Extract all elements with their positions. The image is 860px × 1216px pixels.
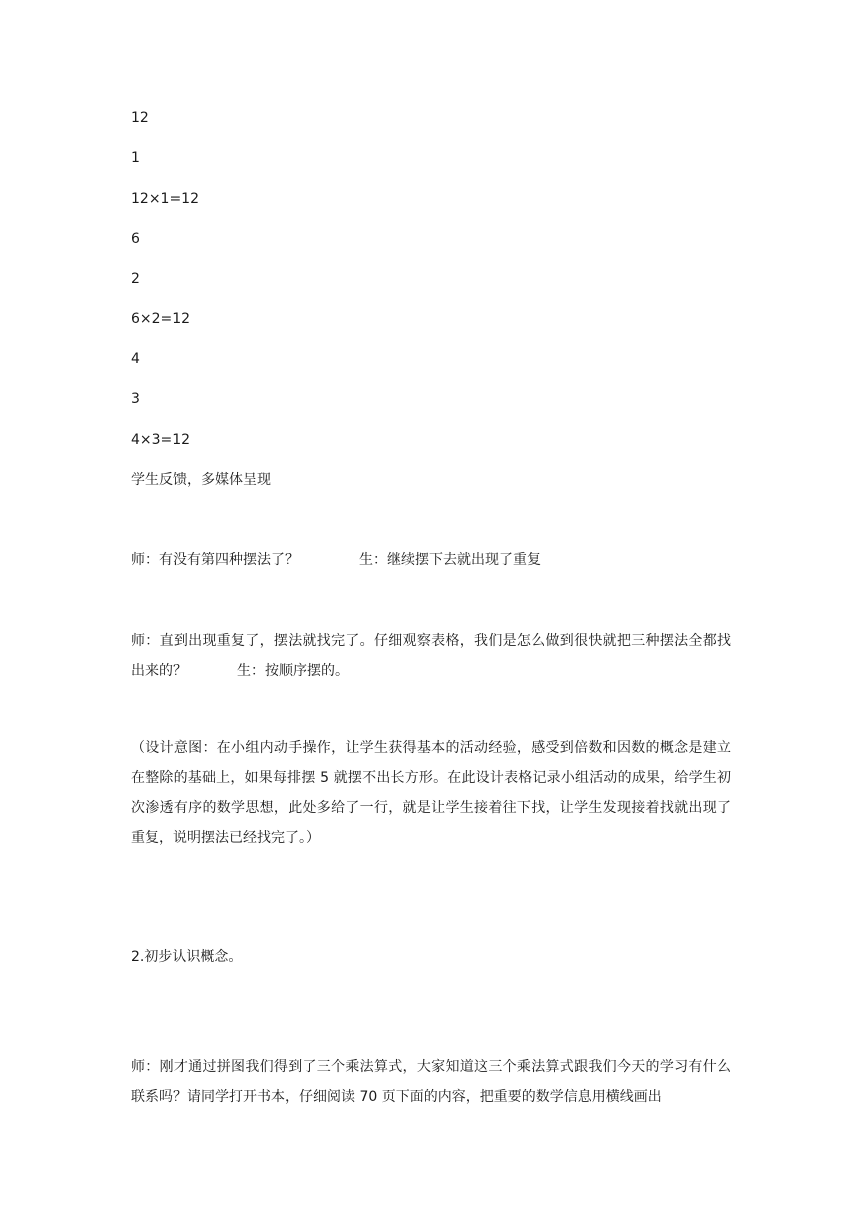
student-reply: 生：按顺序摆的。	[237, 663, 349, 679]
dialogue-order-paragraph	[131, 626, 731, 686]
feedback-line: 学生反馈，多媒体呈现	[131, 472, 271, 488]
teacher-question: 师：有没有第四种摆法了？	[131, 552, 299, 568]
section-heading: 2.初步认识概念。	[131, 949, 243, 965]
teacher-remark: 师：直到出现重复了，摆法就找完了。仔细观察表格，我们是怎么做到很快就把三种摆法全都找出来的？	[131, 633, 731, 679]
value-1: 1	[131, 150, 140, 166]
dialogue-fourth-arrangement	[131, 551, 541, 569]
student-answer: 生：继续摆下去就出现了重复	[359, 552, 541, 568]
value-2: 2	[131, 271, 140, 287]
value-6: 6	[131, 231, 140, 247]
equation-4x3: 4×3=12	[131, 432, 191, 448]
closing-paragraph: 师：刚才通过拼图我们得到了三个乘法算式，大家知道这三个乘法算式跟我们今天的学习有什么联系吗？请同学打开书本，仔细阅读 70 页下面的内容，把重要的数学信息用横线画出	[131, 1059, 731, 1105]
design-intent-paragraph: （设计意图：在小组内动手操作，让学生获得基本的活动经验，感受到倍数和因数的概念是建立在整除的基础上，如果每排摆 5 就摆不出长方形。在此设计表格记录小组活动的成果，给学生初次渗透有序的数学思想，此处多给了一行，就是让学生接着往下找，让学生发现接着找就出现了重复，说明摆法已经找完了。）	[131, 740, 731, 846]
equation-12x1: 12×1=12	[131, 191, 199, 207]
value-3: 3	[131, 391, 140, 407]
value-4: 4	[131, 351, 140, 367]
equation-6x2: 6×2=12	[131, 311, 191, 327]
value-12: 12	[131, 110, 149, 126]
